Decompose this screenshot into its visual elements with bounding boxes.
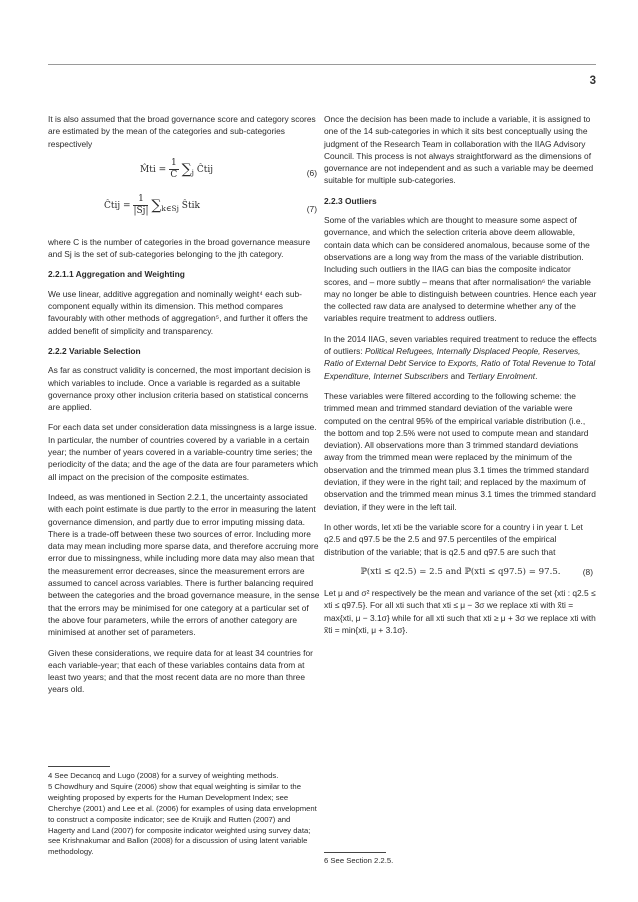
footnote-rule (48, 766, 110, 767)
paragraph: In other words, let xti be the variable score for a country i in year t. Let q2.5 and q97.5 be the 2.5 and 97.5 percentiles of the empirical distribution of the variable; that is q2.5 and q97.5 are such that (324, 521, 583, 557)
section-heading: 2.2.3 Outliers (324, 195, 377, 206)
left-column (48, 113, 321, 704)
equation-6-term: Ĉtij (196, 164, 213, 175)
paragraph: Some of the variables which are thought to measure some aspect of governance, and which the selection criteria above deem allowable, contain data which can be considered anomalous, because some of the observations are a long way from the mass of the variable distribution. Including such outliers in the IIAG can bias the composite indicator scores, and – more subtly – means that after normalisation⁶ the variable may no longer be able to distinguish between countries. Hence each year the collected raw data are analysed to determine whether any of the variables require treatment to address outliers. (324, 215, 597, 324)
equation-6-sum-index: j (191, 167, 194, 177)
equation-7-fraction (133, 194, 148, 217)
paragraph: For each data set under consideration data missingness is a large issue. In particular, the number of countries covered by a variable in a certain year; the number of years covered in a variable-country time series; the periodicity of the data; and the age of the data are four parameters which all impact on the precision of the composite estimates. (48, 422, 319, 482)
sum-symbol: ∑ (181, 161, 192, 178)
page-number: 3 (589, 75, 596, 87)
right-column (324, 113, 597, 644)
footnote-4: 4 See Decancq and Lugo (2008) for a survey of weighting methods. (48, 771, 279, 780)
equation-6-lhs: M̂ti = (140, 164, 167, 175)
paragraph: Indeed, as was mentioned in Section 2.2.1, the uncertainty associated with each point estimate is due partly to the error in measuring the latent governance dimension, and partly due to error imputing missing data. There is a trade-off between these two sources of error. Including more data may mean including more sparse data, and therefore accruing more error due to missingness, while including more data may also mean that the measurement error decreases, since the measurement errors are assumed to cancel across variables. There is further balancing required between the categories and the broad governance measure, in the sense that the errors may be minimised for one category at a particular set of the above four parameters, while the errors of another category are minimised at another set of parameters. (48, 491, 320, 638)
equation-6-label: (6) (306, 167, 317, 178)
paragraph: As far as construct validity is concerned, the most important decision is which variables to include. Once a variable is regarded as a suitable governance proxy other inclusion criteria based on statistical concerns are applied. (48, 365, 311, 413)
sum-symbol: ∑ (151, 197, 162, 214)
sentence-end: . (535, 370, 538, 381)
equation-7-lhs: Ĉtij = (104, 200, 131, 211)
equation-6 (48, 158, 321, 194)
paragraph: These variables were filtered according to the following scheme: the trimmed mean and trimmed standard deviation of the variable were computed on the central 95% of the empirical variable distribution (i.e., the bottom and top 2.5% were not used to compute mean and standard deviation). All observations more than 3 trimmed standard deviations away from the trimmed mean were replaced by the minimum of the observation and the trimmed mean plus 3.1 times the trimmed standard deviation, if they were in the right tail; and replaced by the maximum of observation and the trimmed mean minus 3.1 times the trimmed standard deviation, if they were in the left tail. (324, 390, 596, 512)
equation-8-formula: ℙ(xti ≤ q2.5) = 2.5 and ℙ(xti ≤ q97.5) = 97.5. (360, 566, 561, 577)
footnotes-left (48, 771, 318, 858)
header-rule (48, 64, 596, 65)
equation-8 (324, 566, 597, 578)
equation-6-fraction (169, 158, 179, 181)
equation-8-label: (8) (582, 566, 593, 577)
footnote-5: 5 Chowdhury and Squire (2006) show that equal weighting is similar to the weighting proposed by experts for the Human Development Index; see Cherchye (2001) and Lee et al. (2006) for examples of using data envelopment to construct a composite indicator; see de Kruijk and Rutten (2007) and Hagerty and Land (2007) for composite indicator weighted using survey data; see Krishnakumar and Ballon (2008) for a discussion of using latent variable methodology. (48, 781, 317, 857)
section-heading: 2.2.1.1 Aggregation and Weighting (48, 269, 185, 280)
equation-7-denominator: |Sj| (133, 205, 149, 216)
equation-7 (48, 194, 321, 230)
equation-7-sum-index: k∈Sj (161, 203, 179, 213)
footnote-rule (324, 852, 386, 853)
paragraph: It is also assumed that the broad governance score and category scores are estimated by the mean of the categories and sub-categories respectively (48, 114, 316, 149)
paragraph: Given these considerations, we require data for at least 34 countries for each variable-year; that each of these variables contains data from at least two years; and that the most recent data are no more than three years old. (48, 647, 313, 695)
paragraph: Let μ and σ² respectively be the mean and variance of the set {xti : q2.5 ≤ xti ≤ q97.5}. For all xti such that xti ≤ μ − 3σ we replace xti with x̃ti = max{xti, μ − 3.1σ} while for all xti such that xti ≥ μ + 3σ we replace xti with x̃ti = min{xti, μ + 3.1σ}. (324, 588, 596, 635)
equation-6-denominator: C (170, 169, 178, 180)
paragraph: where C is the number of categories in the broad governance measure and Sj is the set of sub-categories belonging to the jth category. (48, 236, 311, 260)
paragraph: Once the decision has been made to include a variable, it is assigned to one of the 14 sub-categories in which it sits best conceptually using the judgment of the Research Team in collaboration with the IIAG Advisory Council. This process is not always straightforward as the dimensions of governance are not independent and as such a variable may be deemed suitable for multiple sub-categories. (324, 114, 594, 186)
equation-6-numerator: 1 (171, 157, 177, 168)
footnote-6: 6 See Section 2.2.5. (324, 856, 394, 865)
paragraph (324, 333, 597, 382)
equation-7-label: (7) (306, 203, 317, 214)
section-heading: 2.2.2 Variable Selection (48, 345, 141, 356)
outlier-variable-last: Tertiary Enrolment (466, 370, 536, 381)
equation-7-numerator: 1 (133, 194, 148, 206)
paragraph: We use linear, additive aggregation and nominally weight⁴ each sub-component equally within its dimension. This method compares favourably with other methods of aggregation⁵, and further it offers the added benefit of simplicity and transparency. (48, 288, 308, 336)
outlier-variable-list: Political Refugees, Internally Displaced People, Reserves, Ratio of External Debt Service to Exports, Ratio of Total Revenue to Total Expenditure, Internet Subscribers (324, 346, 596, 381)
footnotes-right (324, 856, 594, 867)
equation-7-term: Ŝtik (181, 200, 200, 211)
outliers-intro: In the 2014 IIAG, seven variables required treatment to reduce the effects of outliers: (324, 333, 597, 357)
conjunction: and (448, 370, 467, 381)
